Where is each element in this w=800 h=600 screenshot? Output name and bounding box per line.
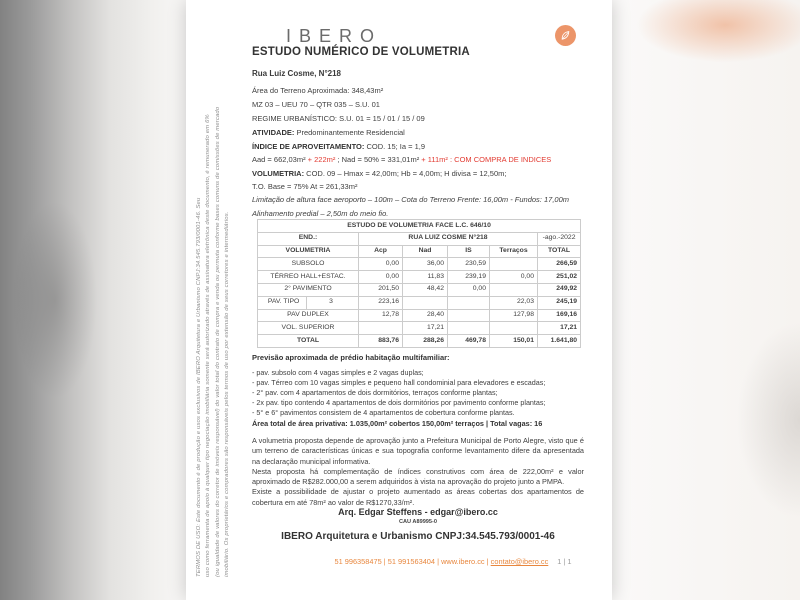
terrain-area-line: Área do Terreno Aproximada: 348,43m² (252, 86, 384, 95)
row-name: 2° PAVIMENTO (258, 283, 359, 296)
cell-acp (359, 322, 403, 335)
row-name: TÉRREO HALL+ESTAC. (258, 271, 359, 284)
cell-is: 0,00 (448, 283, 490, 296)
separator: | (381, 557, 388, 566)
terms-of-use-vertical-text (195, 31, 232, 577)
table-date: -ago.-2022 (538, 232, 581, 245)
cell-is (448, 296, 490, 309)
leaf-icon (559, 29, 572, 42)
table-address-row (258, 232, 581, 245)
area-total-line: Área total de área privativa: 1.035,00m² cobertos 150,00m² terraços | Total vagas: 16 (252, 419, 543, 428)
compra-indices-note: : COM COMPRA DE INDICES (447, 155, 552, 164)
volumetria-label: VOLUMETRIA: (252, 169, 305, 178)
separator: | (484, 557, 491, 566)
cell-terracos (490, 322, 538, 335)
cell-terracos: 0,00 (490, 271, 538, 284)
row-name: VOL. SUPERIOR (258, 322, 359, 335)
aad-extra-area: + 222m² (305, 155, 336, 164)
volumetria-line (252, 169, 584, 178)
atividade-label: ATIVIDADE: (252, 128, 295, 137)
architect-signature: Arq. Edgar Steffens - edgar@ibero.cc (338, 507, 498, 517)
cell-terracos (490, 283, 538, 296)
company-line: IBERO Arquitetura e Urbanismo CNPJ:34.545.793/0001-46 (281, 531, 555, 542)
cell-acp: 0,00 (359, 258, 403, 271)
aad-part: Aad = 662,03m² (252, 155, 306, 164)
volumetria-table (257, 219, 581, 348)
table-row (258, 271, 581, 284)
end-label: END.: (258, 232, 359, 245)
cell-total: 169,16 (538, 309, 581, 322)
terms-line: (ou igualdade de valores do corretor de imóveis responsável) do valor total do contrato de compra e venda ou permuta conforme bases comuns de comissões de mercado (214, 106, 221, 577)
ibero-logo: IBERO (286, 26, 383, 46)
cell-total: 266,59 (538, 258, 581, 271)
previsao-heading: Previsão aproximada de prédio habitação multifamiliar: (252, 353, 450, 362)
cell-is: 230,59 (448, 258, 490, 271)
cell-nad: 11,83 (403, 271, 448, 284)
paragraph: Existe a possibilidade de ajustar o projeto aumentado as áreas cobertas dos apartamentos de cobertura em até 78m² ao valor de R$1270,33/m². (252, 487, 584, 507)
list-item: - pav. Térreo com 10 vagas simples e pequeno hall condominial para elevadores e escadas; (252, 378, 546, 388)
phone-number: 51 996358475 (334, 557, 382, 566)
aad-part: ; Nad = 50% = 331,01m² (335, 155, 420, 164)
table-row (258, 283, 581, 296)
table-row (258, 296, 581, 309)
row-name: PAV. TIPO (261, 297, 307, 309)
terms-line: TERMOS DE USO: Este documento é de produção e usos exclusivos de IBERO Arquitetura e Urbanismo CNPJ:34.545.793/0001-46. Seu (196, 197, 202, 577)
cell-terracos (490, 258, 538, 271)
page-title: ESTUDO NUMÉRICO DE VOLUMETRIA (252, 46, 470, 58)
cell-nad: 48,42 (403, 283, 448, 296)
atividade-line (252, 128, 584, 137)
table-total-row (258, 335, 581, 348)
atividade-value: Predominantemente Residencial (294, 128, 405, 137)
cell-acp: 883,76 (359, 335, 403, 348)
list-item: - 5° e 6° pavimentos consistem de 4 apartamentos de cobertura conforme plantas. (252, 408, 515, 418)
col-header: Terraços (490, 245, 538, 258)
separator: | (435, 557, 442, 566)
zoning-line: MZ 03 – UEU 70 – QTR 035 – S.U. 01 (252, 100, 380, 109)
aad-line (252, 155, 584, 164)
row-name: TOTAL (258, 335, 359, 348)
cell-is (448, 322, 490, 335)
table-title: ESTUDO DE VOLUMETRIA FACE L.C. 646/10 (258, 220, 581, 233)
col-header: VOLUMETRIA (258, 245, 359, 258)
phone-number: 51 991563404 (387, 557, 436, 566)
page-indicator: 1 | 1 (557, 557, 572, 566)
col-header: Nad (403, 245, 448, 258)
list-item: - 2° pav. com 4 apartamentos de dois dormitórios, terraços conforme plantas; (252, 388, 498, 398)
previsao-list (252, 368, 584, 418)
row-name: PAV DUPLEX (258, 309, 359, 322)
table-title-row (258, 220, 581, 233)
indice-label: ÍNDICE DE APROVEITAMENTO: (252, 142, 365, 151)
cell-acp: 223,16 (359, 296, 403, 309)
end-value: RUA LUIZ COSME N°218 (359, 232, 538, 245)
cell-total: 251,02 (538, 271, 581, 284)
contact-line (252, 557, 584, 566)
regime-line: REGIME URBANÍSTICO: S.U. 01 = 15 / 01 / 15 / 09 (252, 114, 425, 123)
leaf-badge-icon (555, 25, 576, 46)
list-item: - 2x pav. tipo contendo 4 apartamentos de dois dormitórios por pavimento conforme plantas; (252, 398, 546, 408)
cell-nad: 28,40 (403, 309, 448, 322)
row-count: 3 (329, 298, 333, 306)
document-page (186, 0, 612, 600)
list-item: - pav. subsolo com 4 vagas simples e 2 vagas duplas; (252, 368, 424, 377)
col-header: IS (448, 245, 490, 258)
notes-paragraphs (252, 436, 584, 508)
limitacao-line: Limitação de altura face aeroporto – 100m – Cota do Terreno Frente: 16,00m - Fundos: 17,00m (252, 195, 569, 204)
row-name: SUBSOLO (258, 258, 359, 271)
terms-line: uso como ferramenta de apoio à qualquer tipo negociação imobiliária somente será autorizado através de assinatura eletrônica deste documento, é remunerado em 6% (205, 114, 212, 577)
cell-is: 239,19 (448, 271, 490, 284)
cell-terracos: 127,98 (490, 309, 538, 322)
indice-value: COD. 15; Ia = 1,9 (364, 142, 426, 151)
to-base-line: T.O. Base = 75% At = 261,33m² (252, 182, 358, 191)
table-row (258, 322, 581, 335)
cell-nad: 36,00 (403, 258, 448, 271)
cell-total: 17,21 (538, 322, 581, 335)
cell-nad: 288,26 (403, 335, 448, 348)
cell-acp: 201,50 (359, 283, 403, 296)
table-header-row (258, 245, 581, 258)
cell-nad: 17,21 (403, 322, 448, 335)
table-row (258, 309, 581, 322)
terms-line: imobiliário. Os proprietários e compradores são responsáveis pelos termos de uso por extensão de seus corretores e intermediários. (223, 211, 230, 577)
paragraph: A volumetria proposta depende de aprovação junto a Prefeitura Municipal de Porto Alegre, visto que é um terreno de características únicas e sua topografia conforme levantamento difere da apresentada na declaração municipal informativa. (252, 436, 584, 466)
email-link[interactable]: contato@ibero.cc (490, 557, 549, 566)
cau-registration: CAU A89995-0 (398, 519, 438, 525)
cell-acp: 0,00 (359, 271, 403, 284)
address-line: Rua Luiz Cosme, N°218 (252, 69, 341, 78)
cell-acp: 12,78 (359, 309, 403, 322)
col-header: Acp (359, 245, 403, 258)
cell-nad (403, 296, 448, 309)
cell-is (448, 309, 490, 322)
alinhamento-line: Alinhamento predial – 2,50m do meio fio. (252, 209, 389, 218)
cell-is: 469,78 (448, 335, 490, 348)
cell-terracos: 22,03 (490, 296, 538, 309)
table-row (258, 258, 581, 271)
volumetria-value: COD. 09 – Hmax = 42,00m; Hb = 4,00m; H divisa = 12,50m; (304, 169, 507, 178)
cell-total: 249,92 (538, 283, 581, 296)
cell-terracos: 150,01 (490, 335, 538, 348)
website-link: www.ibero.cc (441, 557, 485, 566)
nad-extra-area: + 111m² (419, 155, 448, 164)
row-name-split (258, 296, 359, 309)
indice-line (252, 142, 584, 151)
cell-total: 1.641,80 (538, 335, 581, 348)
col-header: TOTAL (538, 245, 581, 258)
paragraph: Nesta proposta há complementação de índices construtivos com área de 222,00m² e valor aproximado de R$282.000,00 a serem adquiridos à vista na aprovação do projeto junto a PMPA. (252, 466, 584, 487)
cell-total: 245,19 (538, 296, 581, 309)
